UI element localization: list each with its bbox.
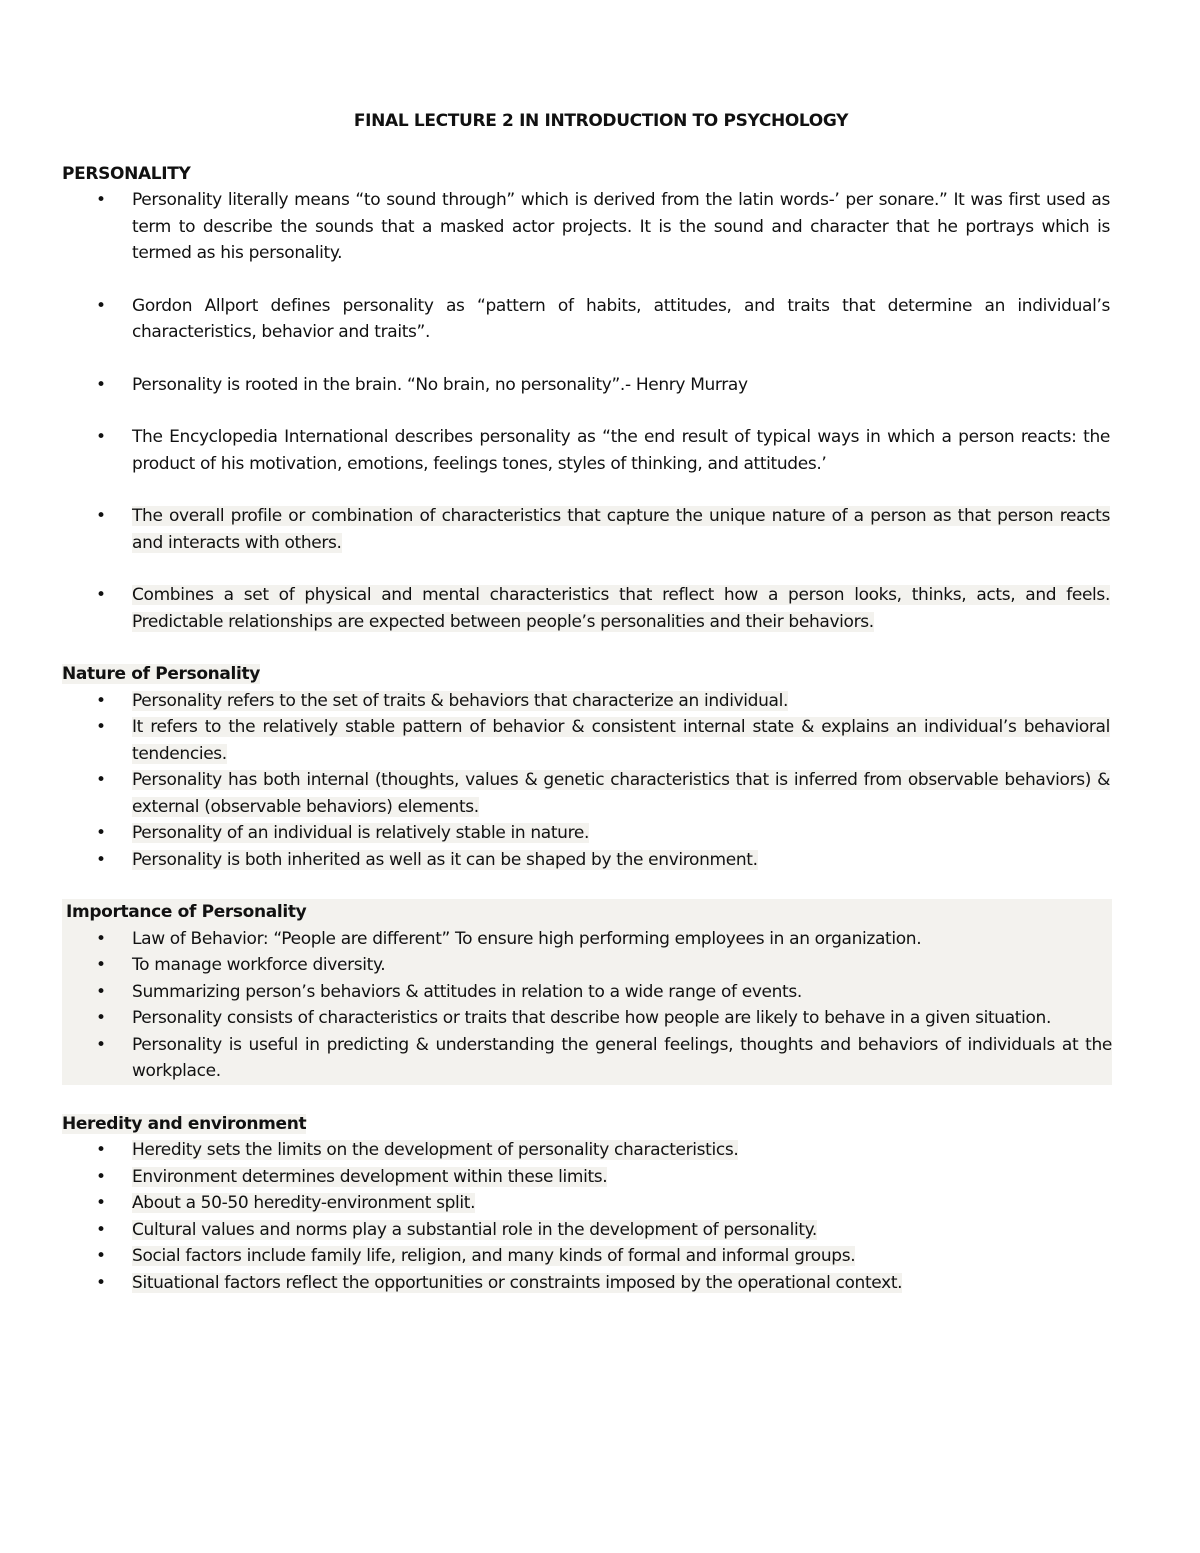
importance-list [62, 926, 1112, 1085]
list-item [62, 847, 1110, 874]
spacer [62, 1085, 1110, 1111]
bullet-icon: • [96, 1166, 106, 1187]
bullet-icon: • [96, 1140, 106, 1160]
list-item [62, 1190, 1110, 1217]
list-item-text: Heredity sets the limits on the development of personality characteristics. [132, 1140, 739, 1160]
bullet-icon: • [96, 928, 106, 949]
list-item-text: Personality consists of characteristics or traits that describe how people are likely to behave in a given situation. [132, 1008, 1052, 1028]
list-item [62, 1137, 1110, 1164]
list-item [62, 1243, 1110, 1270]
list-item-text: Law of Behavior: “People are different” To ensure high performing employees in an organization. [132, 928, 922, 949]
bullet-icon: • [96, 770, 106, 790]
bullet-icon: • [96, 506, 106, 526]
list-item-text: Personality literally means “to sound through” which is derived from the latin words-’ per sonare.” It was first used as term to describe the sounds that a masked actor projects. It is the sound and character that he portrays which is termed as his personality. [132, 190, 1110, 263]
section-heading-nature [62, 661, 1110, 688]
personality-list [62, 187, 1110, 635]
list-item [62, 979, 1112, 1006]
bullet-icon: • [96, 585, 106, 605]
section-importance [62, 899, 1112, 1085]
bullet-icon: • [96, 427, 106, 447]
list-item [62, 1164, 1110, 1191]
list-item [62, 767, 1110, 820]
bullet-icon: • [96, 374, 106, 395]
bullet-icon: • [96, 1246, 106, 1266]
list-item-text: Combines a set of physical and mental characteristics that reflect how a person looks, thinks, acts, and feels. Predictable relationships are expected between people’s personalities and their behaviors. [132, 585, 1110, 632]
list-item-text: Personality has both internal (thoughts, values & genetic characteristics that is inferred from observable behaviors) & external (observable behaviors) elements. [132, 770, 1110, 817]
document-title: FINAL LECTURE 2 IN INTRODUCTION TO PSYCHOLOGY [353, 111, 849, 131]
list-item [62, 926, 1112, 953]
list-item [62, 1032, 1112, 1085]
list-item-text: Summarizing person’s behaviors & attitudes in relation to a wide range of events. [132, 981, 802, 1002]
nature-list [62, 688, 1110, 874]
spacer [62, 635, 1110, 661]
list-item [62, 1217, 1110, 1244]
list-item-text: Social factors include family life, religion, and many kinds of formal and informal groups. [132, 1246, 856, 1266]
list-item [62, 952, 1112, 979]
bullet-icon: • [96, 1008, 106, 1028]
list-item-text: It refers to the relatively stable pattern of behavior & consistent internal state & explains an individual’s behavioral tendencies. [132, 717, 1110, 764]
section-heading-importance: Importance of Personality [62, 899, 1112, 926]
bullet-icon: • [96, 1272, 106, 1293]
list-item-text: Personality is both inherited as well as it can be shaped by the environment. [132, 849, 758, 870]
bullet-icon: • [96, 955, 106, 975]
list-item [62, 582, 1110, 635]
bullet-icon: • [96, 823, 106, 843]
section-heading-text: Heredity and environment [62, 1113, 307, 1134]
bullet-icon: • [96, 849, 106, 870]
bullet-icon: • [96, 981, 106, 1002]
list-item [62, 688, 1110, 715]
list-item-text: The Encyclopedia International describes personality as “the end result of typical ways in which a person reacts: the product of his motivation, emotions, feelings tones, styles of thinking, and attitudes.’ [132, 427, 1110, 474]
document-page [62, 108, 1110, 1296]
list-item-text: Environment determines development within these limits. [132, 1166, 608, 1187]
bullet-icon: • [96, 295, 106, 316]
list-item-text: Situational factors reflect the opportunities or constraints imposed by the operational context. [132, 1272, 903, 1293]
list-item-text: Personality is rooted in the brain. “No brain, no personality”.- Henry Murray [132, 374, 748, 395]
list-item [62, 714, 1110, 767]
list-item [62, 424, 1110, 477]
list-item [62, 820, 1110, 847]
list-item-text: Personality is useful in predicting & understanding the general feelings, thoughts and behaviors of individuals at the workplace. [132, 1034, 1112, 1081]
bullet-icon: • [96, 1034, 106, 1055]
section-personality [62, 161, 1110, 636]
section-heading-text: Nature of Personality [62, 664, 261, 684]
list-item-text: The overall profile or combination of characteristics that capture the unique nature of a person as that person reacts and interacts with others. [132, 506, 1110, 553]
bullet-icon: • [96, 1219, 106, 1240]
list-item-text: Gordon Allport defines personality as “pattern of habits, attitudes, and traits that determine an individual’s characteristics, behavior and traits”. [132, 295, 1110, 342]
list-item-text: Personality of an individual is relatively stable in nature. [132, 823, 590, 843]
list-item-text: Cultural values and norms play a substantial role in the development of personality. [132, 1219, 817, 1240]
list-item [62, 1270, 1110, 1297]
list-item [62, 372, 1110, 399]
list-item-text: Personality refers to the set of traits & behaviors that characterize an individual. [132, 690, 789, 711]
section-heredity [62, 1111, 1110, 1297]
list-item [62, 1005, 1112, 1032]
list-item [62, 187, 1110, 267]
spacer [62, 873, 1110, 899]
list-item [62, 293, 1110, 346]
section-nature [62, 661, 1110, 873]
bullet-icon: • [96, 690, 106, 711]
bullet-icon: • [96, 1193, 106, 1213]
list-item [62, 503, 1110, 556]
bullet-icon: • [96, 717, 106, 737]
section-heading-heredity [62, 1111, 1110, 1138]
bullet-icon: • [96, 190, 106, 210]
list-item-text: About a 50-50 heredity-environment split. [132, 1193, 476, 1213]
section-heading-personality: PERSONALITY [62, 163, 191, 184]
list-item-text: To manage workforce diversity. [132, 955, 386, 975]
heredity-list [62, 1137, 1110, 1296]
